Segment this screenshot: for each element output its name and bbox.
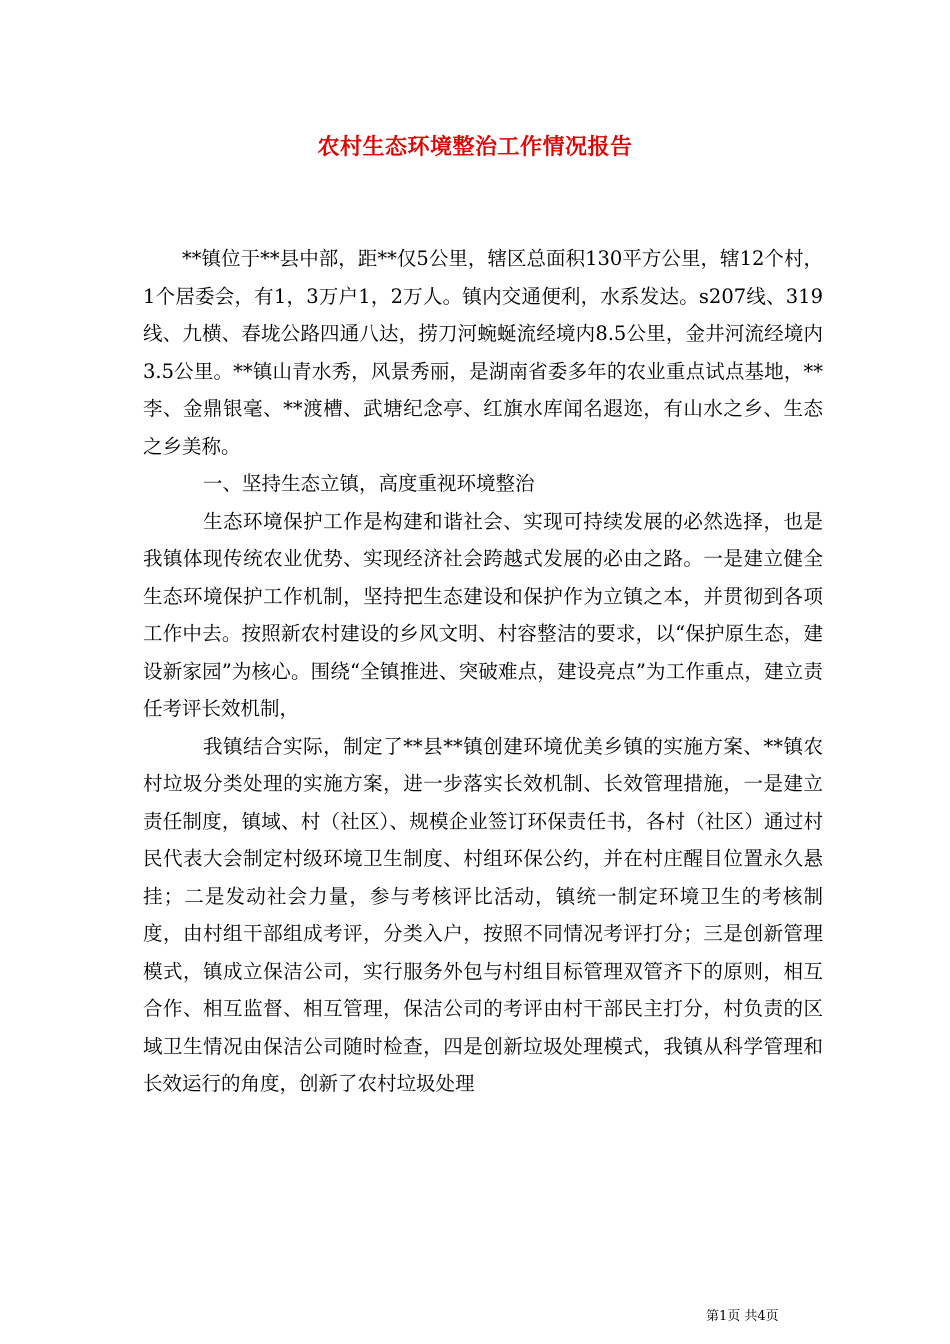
document-body (143, 240, 823, 1103)
page-number: 第1页 共4页 (706, 1309, 779, 1324)
section-heading: 一、坚持生态立镇，高度重视环境整治 (203, 472, 535, 495)
document-title: 农村生态环境整治工作情况报告 (317, 134, 633, 160)
paragraph-measures: 我镇结合实际，制定了**县**镇创建环境优美乡镇的实施方案、**镇农村垃圾分类处理的实施方案，进一步落实长效机制、长效管理措施，一是建立责任制度，镇域、村（社区）、规模企业签订环保责任书，各村（社区）通过村民代表大会制定村级环境卫生制度、村组环保公约，并在村庄醒目位置永久悬挂；二是发动社会力量，参与考核评比活动，镇统一制定环境卫生的考核制度，由村组干部组成考评，分类入户，按照不同情况考评打分；三是创新管理模式，镇成立保洁公司，实行服务外包与村组目标管理双管齐下的原则，相互合作、相互监督、相互管理，保洁公司的考评由村干部民主打分，村负责的区域卫生情况由保洁公司随时检查，四是创新垃圾处理模式，我镇从科学管理和长效运行的角度，创新了农村垃圾处理 (143, 734, 823, 1095)
paragraph-ecology: 生态环境保护工作是构建和谐社会、实现可持续发展的必然选择，也是我镇体现传统农业优势、实现经济社会跨越式发展的必由之路。一是建立健全生态环境保护工作机制，坚持把生态建设和保护作为立镇之本，并贯彻到各项工作中去。按照新农村建设的乡风文明、村容整洁的要求，以“保护原生态，建设新家园”为核心。围绕“全镇推进、突破难点，建设亮点”为工作重点，建立责任考评长效机制， (143, 509, 823, 720)
paragraph-intro: **镇位于**县中部，距**仅5公里，辖区总面积130平方公里，辖12个村，1个居委会，有1，3万户1，2万人。镇内交通便利，水系发达。s207线、319线、九横、春垅公路四通八达，捞刀河蜿蜒流经境内8.5公里，金井河流经境内3.5公里。**镇山青水秀，风景秀丽，是湖南省委多年的农业重点试点基地，**李、金鼎银毫、**渡槽、武塘纪念亭、红旗水库闻名遐迩，有山水之乡、生态之乡美称。 (143, 247, 823, 458)
